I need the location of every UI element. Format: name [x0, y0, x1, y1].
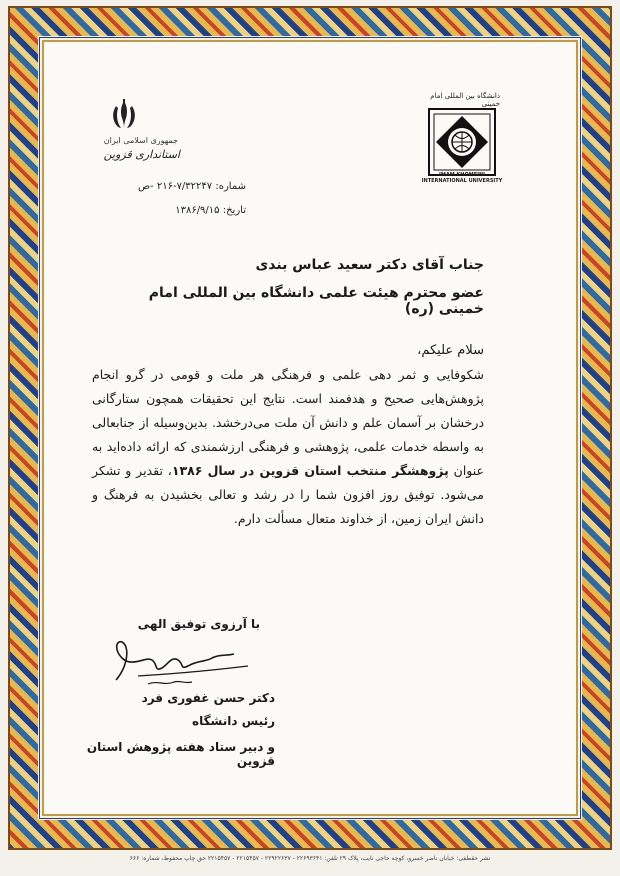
university-name-en: IMAM KHOMEINI INTERNATIONAL UNIVERSITY: [421, 172, 503, 184]
university-logo-icon: [428, 108, 496, 178]
emblem-caption-republic: جمهوری اسلامی ایران: [103, 136, 178, 145]
emblem-caption-governorate: استانداری قزوین: [103, 148, 180, 161]
body-paragraph-2-start: بدین‌وسیله از جنابعالی به واسطه خدمات علمی، پژوهشی و فرهنگی ارزشمندی که ارائه داده‌اید به عنوان: [92, 415, 484, 478]
reference-date: تاریخ: ۱۳۸۶/۹/۱۵: [175, 205, 246, 216]
iran-emblem-icon: [108, 98, 140, 132]
signer-role: و دبیر ستاد هفته پژوهش استان قزوین: [86, 740, 275, 768]
university-name-fa: دانشگاه بین المللی امام خمینی: [430, 92, 500, 108]
signer-title: رئیس دانشگاه: [191, 714, 275, 728]
body-paragraph-3: توفیق روز افزون شما را در رشد و تعالی بخشیدن به فرهنگ و دانش ایران زمین، از خداوند متعال مسألت دارم.: [92, 487, 484, 526]
handwritten-signature: [108, 636, 258, 688]
addressee-role: عضو محترم هیئت علمی دانشگاه بین المللی امام خمینی (ره): [148, 285, 484, 317]
body-paragraph-1: شکوفایی و ثمر دهی علمی و فرهنگی هر ملت و قومی در گرو انجام پژوهش‌هایی صحیح و هدفمند است. نتایج این تحقیقات همچون ستارگانی درخشان بر آسمان علم و دانش آن ملت می‌درخشد.: [92, 367, 485, 430]
reference-number: شماره: ۷/۳۲۲۴۷-۲۱۶ -ص: [137, 181, 246, 192]
closing-line: با آرزوی توفیق الهی: [137, 617, 260, 631]
letter-body: [92, 363, 484, 531]
body-paragraph-2-highlight: پژوهشگر منتخب استان قزوین در سال ۱۳۸۶: [171, 463, 449, 478]
footer-address: نشر حقطفی: خیابان ناصر خسرو، کوچه حاجی نایب، پلاک ۲۹ تلفن: ۲۲۶۹۳۶۴۱ - ۲۲۹۲۲۶۳۷ - ۲۲۱۵۴۵۷ - ۲۲۱۵۴۵۷ حق چاپ محفوظ، شماره: ۶۶۶: [129, 855, 491, 862]
body-paragraph-2-end: ، تقدیر و تشکر می‌شود.: [92, 463, 484, 502]
signer-name: دکتر حسن غفوری فرد: [141, 691, 275, 705]
greeting: سلام علیکم،: [417, 343, 484, 358]
addressee-name: جناب آقای دکتر سعید عباس بندی: [255, 257, 484, 273]
